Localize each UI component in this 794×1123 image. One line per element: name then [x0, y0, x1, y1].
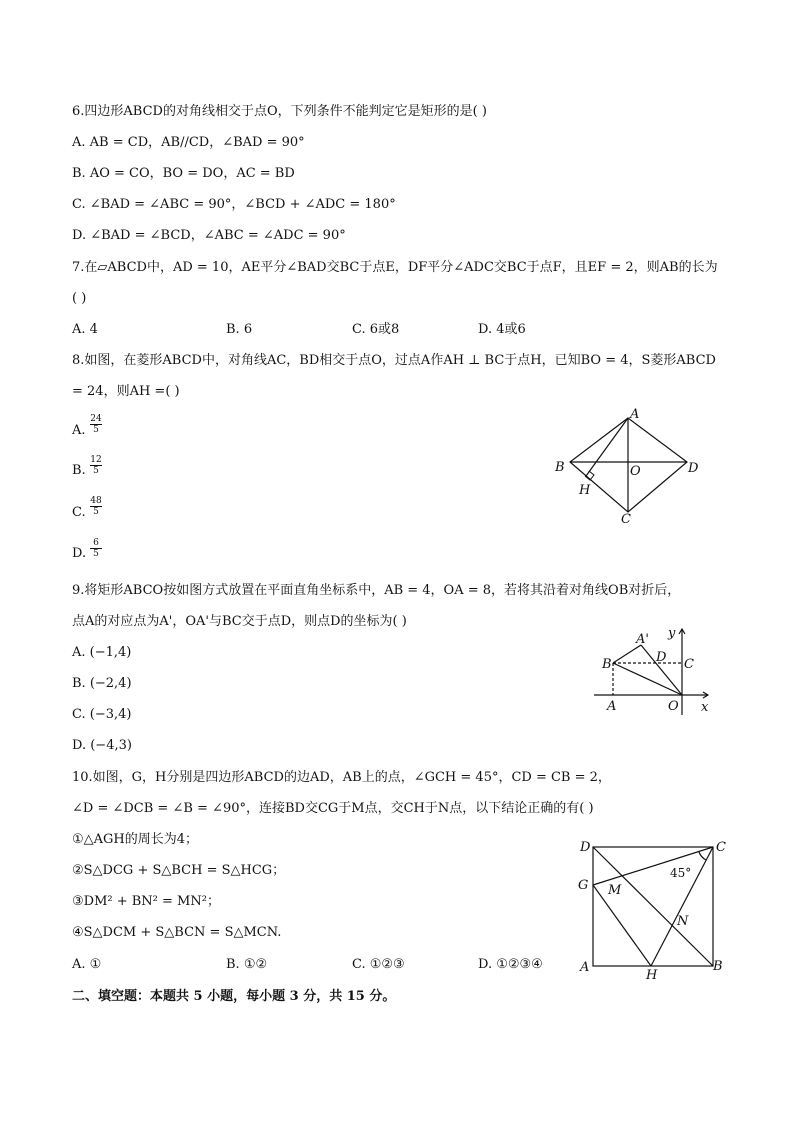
q7-option-a: A. 4 [72, 322, 98, 337]
q8-option-c-label: C. [72, 505, 86, 520]
segment-gh [593, 885, 651, 966]
q8-option-c-fraction [90, 496, 102, 517]
q6-option-b: B. AO = CO，BO = DO，AC = BD [72, 166, 295, 181]
q10-option-c: C. ①②③ [352, 957, 405, 972]
q8-option-b-label: B. [72, 463, 86, 478]
label-d: D [688, 461, 699, 476]
label-b: B [713, 959, 723, 974]
section-heading: 二、填空题：本题共 5 小题，每小题 3 分，共 15 分。 [72, 989, 396, 1004]
label-h: H [579, 483, 591, 498]
altitude-ah [586, 418, 628, 476]
label-o: O [668, 699, 679, 714]
label-b: B [555, 460, 565, 475]
q6-option-c: C. ∠BAD = ∠ABC = 90°，∠BCD + ∠ADC = 180° [72, 197, 396, 212]
q9-option-b: B. (−2,4) [72, 676, 132, 691]
segment-ba1 [613, 645, 641, 663]
label-m: M [608, 883, 622, 898]
label-c: C [621, 512, 631, 527]
q7-option-c: C. 6或8 [352, 322, 400, 337]
q9-stem: 9.将矩形ABCO按如图方式放置在平面直角坐标系中，AB = 4，OA = 8，若将其沿着对角线OB对折后， [72, 583, 681, 598]
q10-stem-cont: ∠D = ∠DCB = ∠B = ∠90°，连接BD交CG于M点，交CH于N点，以下结论正确的有( ) [72, 801, 594, 816]
q9-option-a: A. (−1,4) [72, 645, 132, 660]
q8-stem: 8.如图，在菱形ABCD中，对角线AC，BD相交于点O，过点A作AH ⊥ BC于点H，已知BO = 4，S菱形ABCD [72, 353, 716, 368]
label-x: x [701, 700, 709, 715]
denominator: 5 [93, 466, 99, 476]
q10-option-b: B. ①② [226, 957, 268, 972]
q10-statement-4: ④S△DCM + S△BCN = S△MCN. [72, 925, 282, 940]
label-y: y [668, 626, 676, 641]
label-d: D [580, 840, 591, 855]
numerator: 48 [90, 496, 102, 506]
q10-stem: 10.如图，G，H分别是四边形ABCD的边AD，AB上的点，∠GCH = 45°，CD = CB = 2， [72, 770, 611, 785]
q9-option-d: D. (−4,3) [72, 738, 132, 753]
label-o: O [630, 464, 641, 479]
q7-stem: 7.在▱ABCD中，AD = 10，AE平分∠BAD交BC于点E，DF平分∠ADC交BC于点F，且EF = 2，则AB的长为 [72, 260, 718, 275]
segment-cg [593, 847, 713, 885]
q9-option-c: C. (−3,4) [72, 707, 132, 722]
q8-option-a-label: A. [72, 423, 86, 438]
denominator: 5 [93, 549, 99, 559]
q10-statement-3: ③DM² + BN² = MN²； [72, 894, 220, 909]
label-c: C [684, 657, 694, 672]
q9-stem-cont: 点A的对应点为A'，OA'与BC交于点D，则点D的坐标为( ) [72, 614, 407, 629]
label-a: A [580, 960, 590, 975]
label-a-prime: A' [636, 632, 649, 647]
q10-statement-2: ②S△DCG + S△BCH = S△HCG； [72, 863, 286, 878]
q8-option-b-fraction [90, 455, 102, 476]
q10-square-figure [570, 833, 730, 983]
angle-arc [699, 852, 706, 860]
q8-option-d-label: D. [72, 546, 87, 561]
q6-option-d: D. ∠BAD = ∠BCD，∠ABC = ∠ADC = 90° [72, 228, 346, 243]
q8-option-d-fraction [90, 538, 102, 559]
q7-option-d: D. 4或6 [478, 322, 526, 337]
label-angle: 45° [670, 866, 692, 880]
label-a: A [607, 699, 617, 714]
q10-option-a: A. ① [72, 957, 102, 972]
q8-rhombus-figure [545, 405, 715, 535]
label-b: B [602, 657, 612, 672]
q6-stem: 6.四边形ABCD的对角线相交于点O，下列条件不能判定它是矩形的是( ) [72, 104, 487, 119]
segment-ch [651, 847, 713, 966]
q7-option-b: B. 6 [226, 322, 253, 337]
q7-paren: ( ) [72, 291, 87, 306]
label-c: C [716, 840, 726, 855]
label-a: A [630, 407, 640, 422]
diagonal-ob [613, 663, 682, 695]
numerator: 6 [93, 538, 99, 548]
label-d: D [656, 650, 667, 665]
q6-option-a: A. AB = CD，AB//CD，∠BAD = 90° [72, 135, 305, 150]
q9-coordinate-figure [590, 623, 720, 718]
q10-option-d: D. ①②③④ [478, 957, 543, 972]
denominator: 5 [93, 425, 99, 435]
numerator: 12 [90, 455, 102, 465]
numerator: 24 [90, 414, 102, 424]
q8-option-a-fraction [90, 414, 102, 435]
label-n: N [677, 914, 689, 929]
q8-stem-cont: = 24，则AH =( ) [72, 384, 180, 399]
q10-statement-1: ①△AGH的周长为4； [72, 832, 199, 847]
label-h: H [646, 968, 658, 983]
label-g: G [578, 878, 589, 893]
diagonal-bd [593, 847, 713, 966]
denominator: 5 [93, 507, 99, 517]
